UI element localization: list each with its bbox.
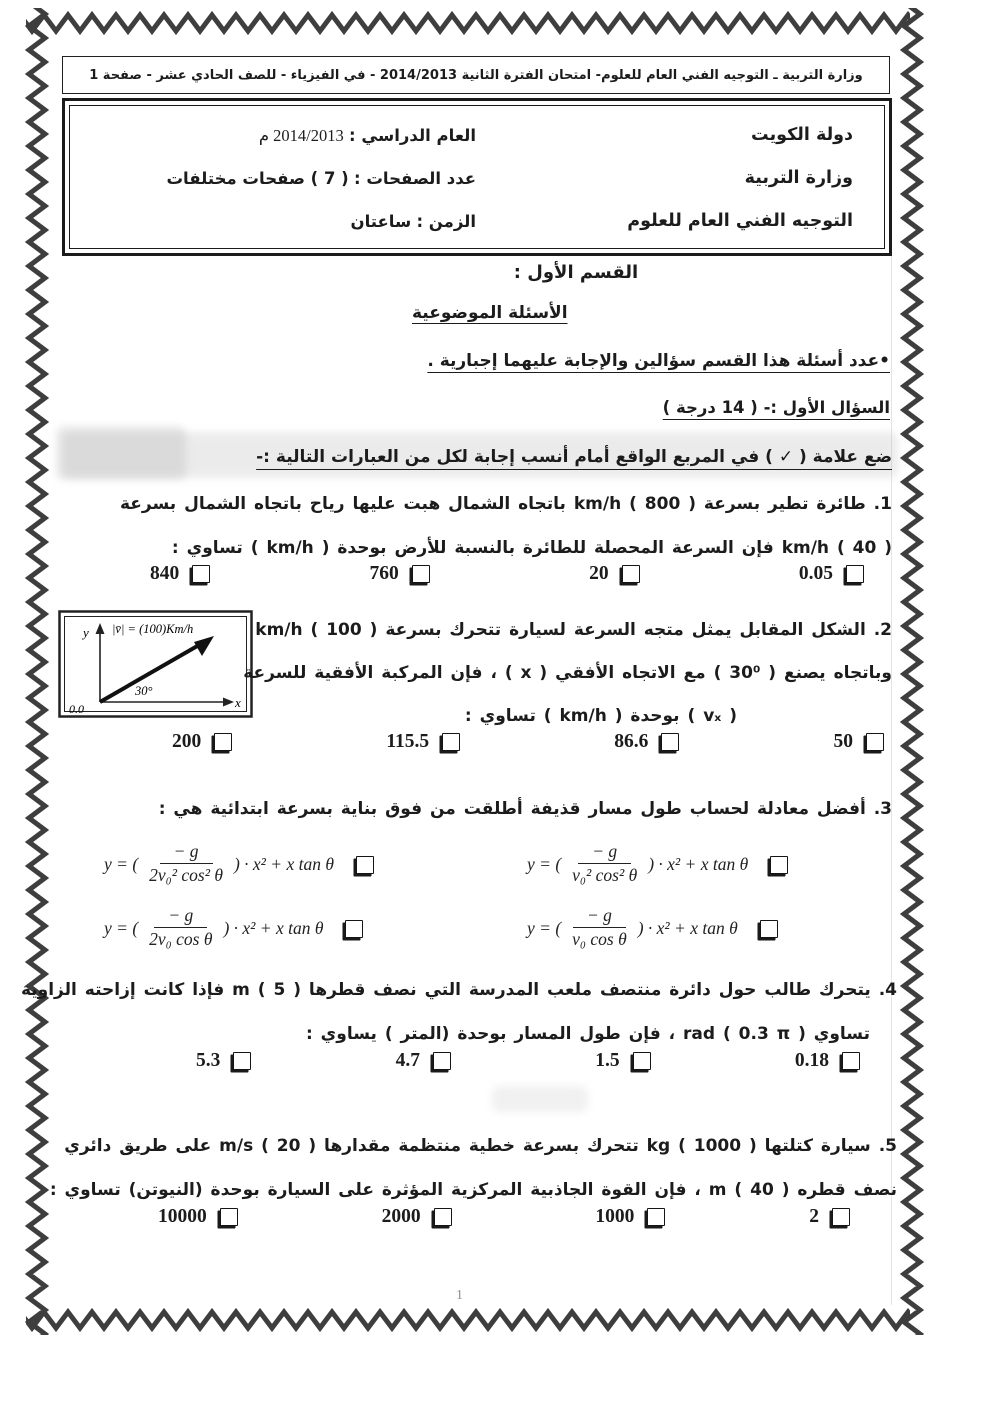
option-value: 0.18 [794, 1050, 829, 1071]
q2-line2: وباتجاه يصنع ( 30⁰ ) مع الاتجاه الأفقي ( x ) ، فإن المركبة الأفقية للسرعة [243, 663, 892, 683]
option-value: 86.6 [614, 731, 649, 752]
bullet-icon: • [879, 351, 890, 371]
option-value: 20 [589, 563, 609, 584]
q4-option-1 [196, 1050, 251, 1072]
section-note [427, 351, 890, 371]
answer-checkbox[interactable] [760, 920, 778, 938]
section-subtitle: الأسئلة الموضوعية [412, 303, 568, 323]
equation-prefix: y = ( [104, 918, 139, 938]
option-value: 200 [172, 731, 202, 752]
figure-angle-label: 30° [135, 684, 153, 698]
answer-checkbox[interactable] [647, 1208, 665, 1226]
fraction-denominator: v₀² cos² θ [572, 865, 638, 885]
equation-prefix: y = ( [527, 854, 562, 874]
option-value: 760 [369, 563, 399, 584]
equation-prefix: y = ( [527, 918, 562, 938]
q2-option-1 [172, 731, 232, 753]
school-year-value: 2014/2013 م [258, 126, 344, 145]
option-value: 1000 [595, 1206, 635, 1227]
answer-checkbox[interactable] [622, 565, 640, 583]
q4-options [196, 1050, 860, 1072]
q4-line2: تساوي rad ( 0.3 π ) ، فإن طول المسار بوحدة (المتر ) يساوي : [305, 1024, 870, 1044]
option-value: 840 [150, 563, 180, 584]
zigzag-border-top [26, 8, 910, 38]
option-value: 4.7 [395, 1050, 420, 1071]
option-value: 5.3 [196, 1050, 221, 1071]
q5-option-4 [809, 1206, 850, 1228]
option-value: 0.05 [798, 563, 833, 584]
page-count-value: ( 7 ) صفحات مختلفات [166, 169, 349, 188]
figure-y-axis-label: y [83, 625, 89, 640]
q1-option-2 [370, 563, 430, 585]
answer-checkbox[interactable] [866, 733, 884, 751]
equation-suffix: ) · x² + x tan θ [233, 854, 334, 874]
q1-line2: km/h ( 40 ) فإن السرعة المحصلة للطائرة بالنسبة للأرض بوحدة ( km/h ) تساوي : [171, 538, 892, 558]
option-value: 2000 [381, 1206, 421, 1227]
answer-checkbox[interactable] [770, 856, 788, 874]
q1-line1: 1. طائرة تطير بسرعة km/h ( 800 ) باتجاه الشمال هبت عليها رياح باتجاه الشمال بسرعة [119, 494, 892, 514]
ministry-block [627, 114, 853, 243]
equation-option-4 [527, 906, 778, 951]
q4-option-3 [595, 1050, 650, 1072]
q1-option-4 [799, 563, 864, 585]
q1-option-1 [150, 563, 210, 585]
directorate-name: التوجيه الفني العام للعلوم [627, 211, 853, 231]
exam-meta-block [131, 114, 476, 243]
duration-label: الزمن : [416, 212, 476, 231]
answer-checkbox[interactable] [345, 920, 363, 938]
option-value: 50 [833, 731, 853, 752]
duration-value: ساعتان [350, 212, 412, 231]
q5-option-2 [382, 1206, 452, 1228]
q5-option-1 [158, 1206, 238, 1228]
page-number: 1 [456, 1288, 463, 1303]
scan-smudge [492, 1086, 588, 1112]
q5-line2: نصف قطره m ( 40 ) ، فإن القوة الجاذبية المركزية المؤثرة على السيارة بوحدة (النيوتن) تساوي : [49, 1180, 897, 1200]
answer-checkbox[interactable] [661, 733, 679, 751]
equation-suffix: ) · x² + x tan θ [648, 854, 749, 874]
q4-option-4 [795, 1050, 860, 1072]
section-note-text: عدد أسئلة هذا القسم سؤالين والإجابة عليهما إجبارية . [427, 351, 880, 371]
q2-options [172, 731, 884, 753]
duration-line [131, 200, 476, 243]
figure-vector-label: |v̄| = (100)Km/h [112, 622, 194, 636]
answer-checkbox[interactable] [412, 565, 430, 583]
equation-suffix: ) · x² + x tan θ [637, 918, 738, 938]
q5-options [158, 1206, 850, 1228]
answer-checkbox[interactable] [832, 1208, 850, 1226]
answer-checkbox[interactable] [356, 856, 374, 874]
fraction-numerator: − g [160, 841, 213, 864]
answer-checkbox[interactable] [192, 565, 210, 583]
exam-info-text: وزارة التربية ـ التوجيه الفني العام للعلوم- امتحان الفترة الثانية 2014/2013 - في الفيزياء - للصف الحادي عشر - صفحة 1 [89, 67, 863, 83]
option-value: 115.5 [386, 731, 430, 752]
ministry-name: وزارة التربية [744, 168, 853, 188]
q2-line1: 2. الشكل المقابل يمثل متجه السرعة لسيارة تتحرك بسرعة km/h ( 100 ) [255, 620, 892, 640]
zigzag-border-bottom [26, 1305, 910, 1335]
fraction [145, 841, 227, 886]
fraction-numerator: − g [154, 905, 207, 928]
q2-option-4 [833, 731, 884, 753]
equation-prefix: y = ( [104, 854, 139, 874]
q3-line1: 3. أفضل معادلة لحساب طول مسار قذيفة أطلقت من فوق بناية بسرعة ابتدائية هي : [158, 799, 892, 819]
answer-checkbox[interactable] [633, 1052, 651, 1070]
equation-suffix: ) · x² + x tan θ [223, 918, 324, 938]
fraction [145, 905, 216, 950]
equation-option-2 [527, 842, 788, 887]
option-value: 2 [809, 1206, 819, 1227]
country-name: دولة الكويت [751, 125, 853, 145]
q2-option-2 [386, 731, 460, 753]
page-count-line [131, 157, 476, 200]
question1-header: السؤال الأول :- ( 14 درجة ) [662, 398, 890, 417]
fraction-numerator: − g [578, 841, 631, 864]
answer-checkbox[interactable] [220, 1208, 238, 1226]
velocity-vector-figure [58, 610, 253, 718]
scan-smudge [56, 426, 186, 480]
option-value: 10000 [158, 1206, 207, 1227]
fraction-denominator: v₀ cos θ [572, 929, 627, 949]
answer-checkbox[interactable] [846, 565, 864, 583]
zigzag-border-left [22, 8, 52, 1335]
answer-checkbox[interactable] [433, 1052, 451, 1070]
figure-x-axis-label: x [235, 695, 241, 710]
answer-checkbox[interactable] [233, 1052, 251, 1070]
fraction-denominator: 2v₀ cos θ [149, 929, 213, 949]
answer-checkbox[interactable] [434, 1208, 452, 1226]
q1-option-3 [589, 563, 640, 585]
q2-option-3 [614, 731, 679, 753]
q2-line3: ( vₓ ) بوحدة ( km/h ) تساوي : [464, 706, 737, 726]
q1-options [150, 563, 864, 585]
page-count-label: عدد الصفحات : [353, 169, 476, 188]
marking-instruction: ضع علامة ( ✓ ) في المربع الواقع أمام أنسب إجابة لكل من العبارات التالية :- [256, 447, 892, 467]
zigzag-border-right [897, 8, 927, 1335]
figure-origin-label: 0.0 [69, 702, 84, 716]
fraction [568, 905, 631, 950]
q5-option-3 [595, 1206, 665, 1228]
q5-line1: 5. سيارة كتلتها kg ( 1000 ) تتحرك بسرعة خطية منتظمة مقدارها m/s ( 20 ) على طريق دائري [64, 1136, 897, 1156]
section-title: القسم الأول : [513, 262, 639, 283]
answer-checkbox[interactable] [214, 733, 232, 751]
q4-line1: 4. يتحرك طالب حول دائرة منتصف ملعب المدرسة التي نصف قطرها m ( 5 ) فإذا كانت إزاحته الزاوية [20, 980, 897, 1000]
school-year-line [131, 114, 476, 157]
fraction [568, 841, 641, 886]
exam-info-strip [62, 56, 890, 94]
header-box [62, 98, 892, 256]
fraction-numerator: − g [573, 905, 626, 928]
answer-checkbox[interactable] [442, 733, 460, 751]
answer-checkbox[interactable] [842, 1052, 860, 1070]
option-value: 1.5 [595, 1050, 620, 1071]
school-year-label: العام الدراسي : [349, 126, 476, 145]
equation-option-3 [104, 906, 363, 951]
equation-option-1 [104, 842, 374, 887]
q4-option-2 [396, 1050, 451, 1072]
fraction-denominator: 2v₀² cos² θ [149, 865, 223, 885]
